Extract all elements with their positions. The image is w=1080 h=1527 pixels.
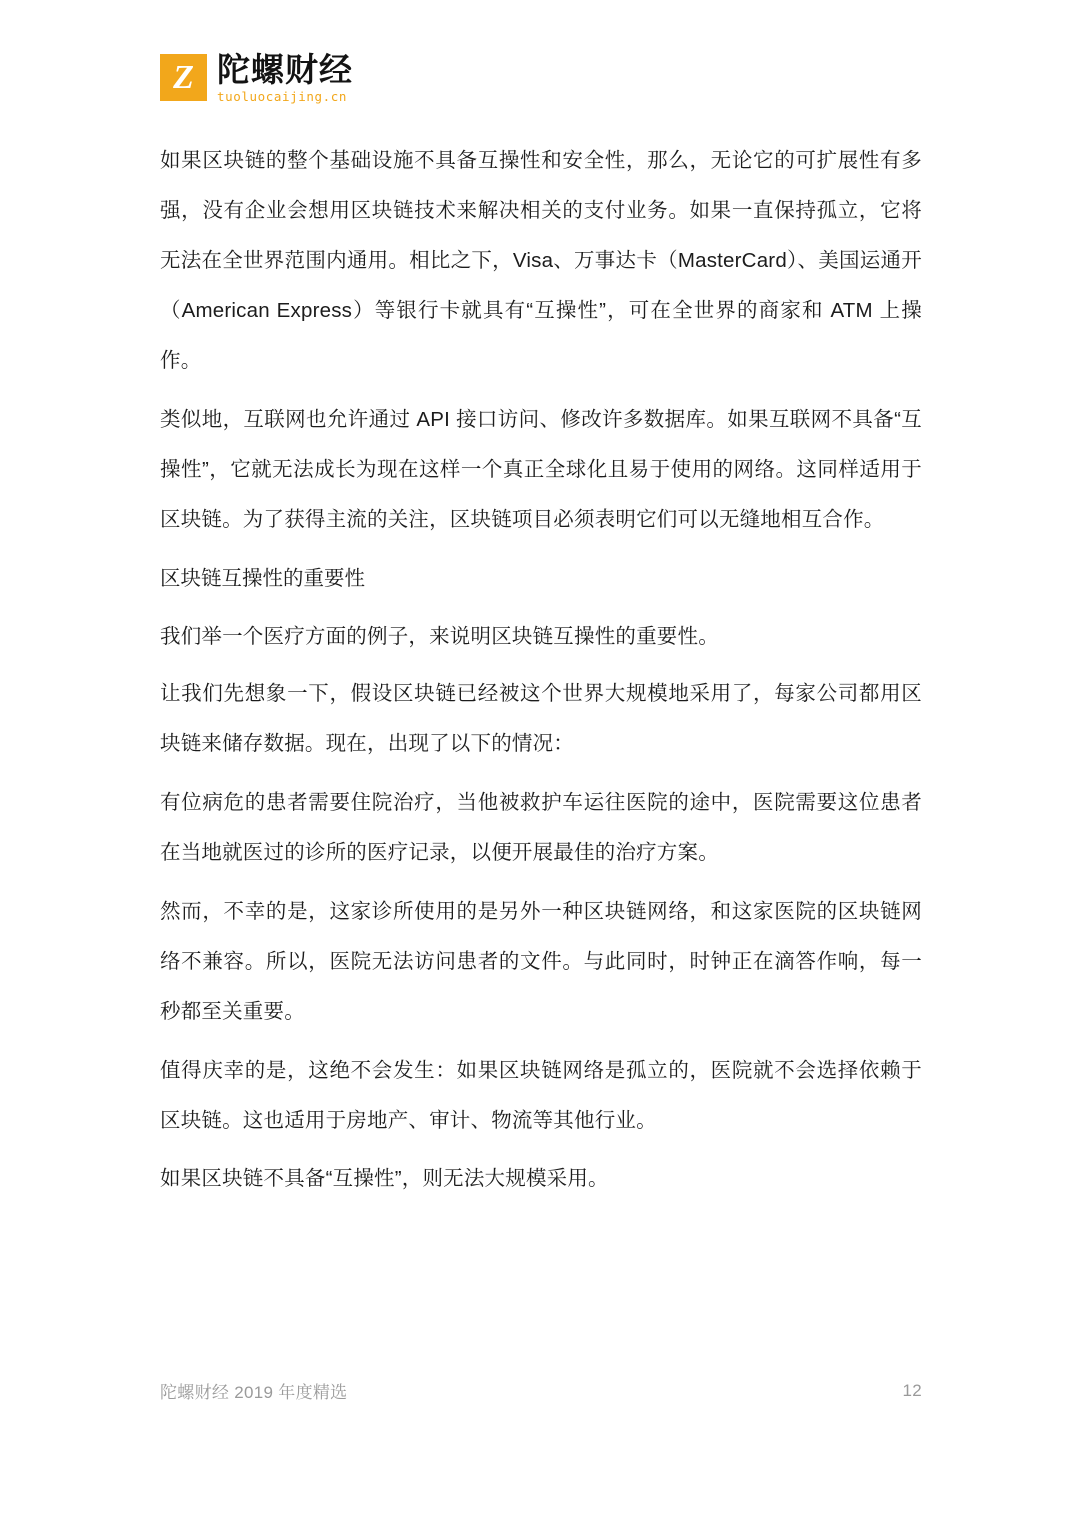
paragraph-5: 有位病危的患者需要住院治疗，当他被救护车运往医院的途中，医院需要这位患者在当地就医过的诊所的医疗记录，以便开展最佳的治疗方案。 [160,791,922,864]
logo-name-en: tuoluocaijing.cn [217,89,348,104]
paragraph-8: 如果区块链不具备“互操性”，则无法大规模采用。 [160,1167,609,1190]
logo-mark-icon [160,54,207,101]
paragraph-1: 如果区块链的整个基础设施不具备互操性和安全性，那么，无论它的可扩展性有多强，没有企业会想用区块链技术来解决相关的支付业务。如果一直保持孤立，它将无法在全世界范围内通用。相比之下，Visa、万事达卡（MasterCard）、美国运通开（American Express）等银行卡就具有“互操性”，可在全世界的商家和 ATM 上操作。 [160,149,922,372]
page-footer [160,1378,922,1403]
footer-page-number: 12 [902,1380,922,1400]
paragraph-2: 类似地，互联网也允许通过 API 接口访问、修改许多数据库。如果互联网不具备“互操性”，它就无法成长为现在这样一个真正全球化且易于使用的网络。这同样适用于区块链。为了获得主流的关注，区块链项目必须表明它们可以无缝地相互合作。 [160,408,922,531]
logo-text [217,52,353,105]
paragraph-7: 值得庆幸的是，这绝不会发生：如果区块链网络是孤立的，医院就不会选择依赖于区块链。这也适用于房地产、审计、物流等其他行业。 [160,1059,922,1132]
page-content [160,52,922,1211]
paragraph-6: 然而，不幸的是，这家诊所使用的是另外一种区块链网络，和这家医院的区块链网络不兼容。所以，医院无法访问患者的文件。与此同时，时钟正在滴答作响，每一秒都至关重要。 [160,900,922,1023]
logo-letter: Z [173,59,194,96]
paragraph-3: 我们举一个医疗方面的例子，来说明区块链互操性的重要性。 [160,625,719,648]
footer-title: 陀螺财经 2019 年度精选 [160,1383,348,1402]
paragraph-4: 让我们先想象一下，假设区块链已经被这个世界大规模地采用了，每家公司都用区块链来储存数据。现在，出现了以下的情况： [160,682,922,755]
logo-name-cn: 陀螺财经 [217,50,353,89]
brand-logo [160,52,922,114]
section-heading: 区块链互操性的重要性 [160,567,365,590]
